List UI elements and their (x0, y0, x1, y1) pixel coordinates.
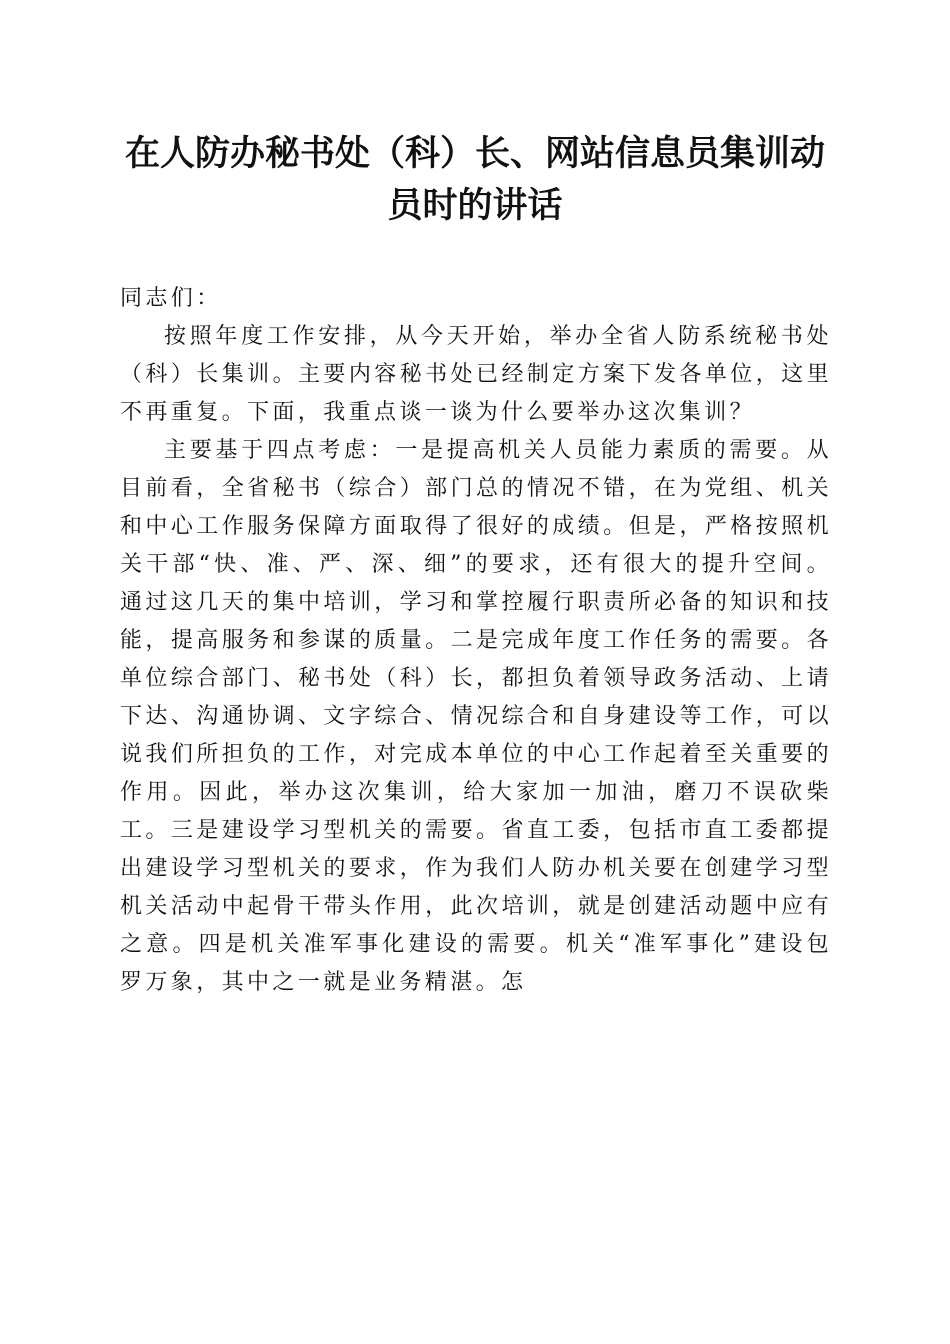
salutation: 同志们： (120, 286, 222, 311)
document-body (120, 280, 832, 1002)
paragraph-2: 主要基于四点考虑：一是提高机关人员能力素质的需要。从目前看，全省秘书（综合）部门总的情况不错，在为党组、机关和中心工作服务保障方面取得了很好的成绩。但是，严格按照机关干部“快、准、严、深、细”的要求，还有很大的提升空间。通过这几天的集中培训，学习和掌控履行职责所必备的知识和技能，提高服务和参谋的质量。二是完成年度工作任务的需要。各单位综合部门、秘书处（科）长，都担负着领导政务活动、上请下达、沟通协调、文字综合、情况综合和自身建设等工作，可以说我们所担负的工作，对完成本单位的中心工作起着至关重要的作用。因此，举办这次集训，给大家加一加油，磨刀不误砍柴工。三是建设学习型机关的需要。省直工委，包括市直工委都提出建设学习型机关的要求，作为我们人防办机关要在创建学习型机关活动中起骨干带头作用，此次培训，就是创建活动题中应有之意。四是机关准军事化建设的需要。机关“准军事化”建设包罗万象，其中之一就是业务精湛。怎 (120, 438, 832, 995)
document-title: 在人防办秘书处（科）长、网站信息员集训动员时的讲话 (124, 133, 825, 226)
paragraph-1: 按照年度工作安排，从今天开始，举办全省人防系统秘书处（科）长集训。主要内容秘书处已经制定方案下发各单位，这里不再重复。下面，我重点谈一谈为什么要举办这次集训？ (120, 324, 832, 425)
